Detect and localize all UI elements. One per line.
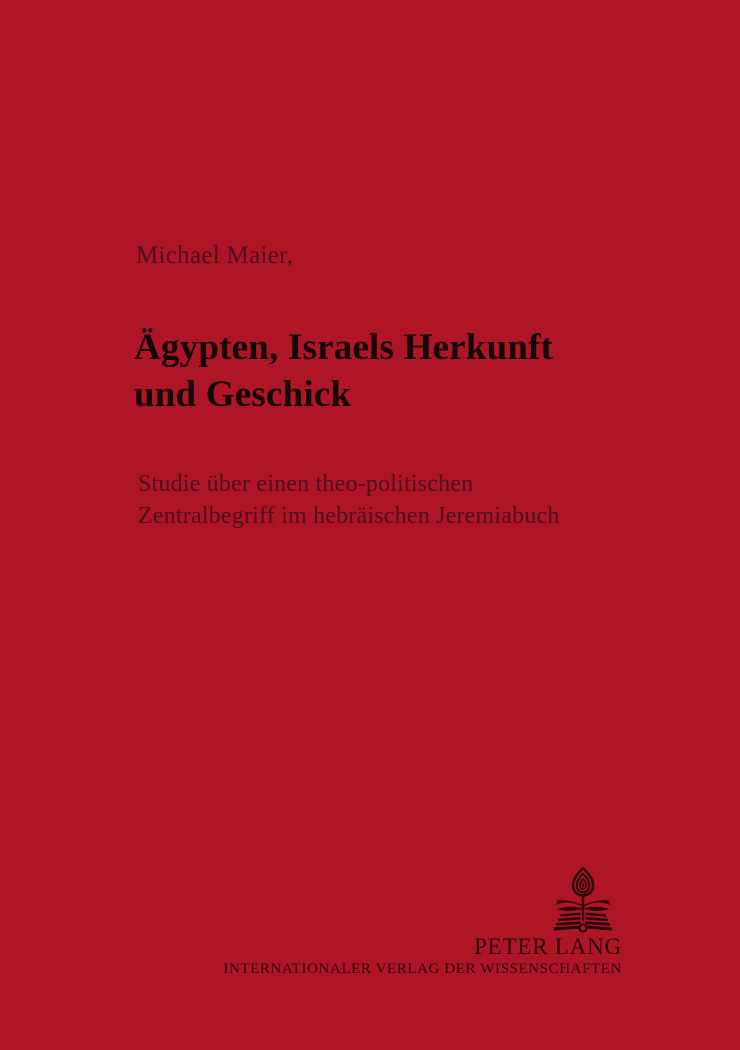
book-title-line-2: und Geschick (134, 374, 352, 415)
publisher-name: PETER LANG (474, 934, 622, 959)
book-subtitle-line-1: Studie über einen theo-politischen (138, 471, 474, 497)
book-title (134, 324, 553, 418)
publisher-tagline: INTERNATIONALER VERLAG DER WISSENSCHAFTEN (223, 961, 622, 977)
book-title-line-1: Ägypten, Israels Herkunft (134, 327, 554, 368)
peter-lang-flower-book-logo-icon (552, 867, 614, 933)
book-subtitle (138, 468, 560, 532)
author-name: Michael Maier, (136, 242, 294, 269)
book-subtitle-line-2: Zentralbegriff im hebräischen Jeremiabuch (138, 503, 560, 529)
